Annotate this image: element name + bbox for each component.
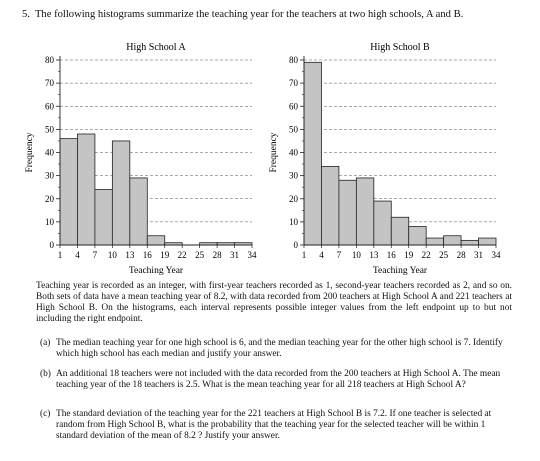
y-tick-label: 10 <box>45 216 54 227</box>
x-tick-label: 22 <box>177 250 187 260</box>
histogram-bar <box>356 178 373 245</box>
x-tick-label: 25 <box>195 250 205 260</box>
histogram-bar <box>444 236 461 245</box>
y-tick-label: 20 <box>289 193 298 204</box>
histogram-school-b <box>262 36 512 276</box>
x-tick-label: 1 <box>57 250 63 260</box>
x-tick-label: 34 <box>491 250 501 260</box>
question-b-label: (b) <box>40 369 51 379</box>
x-tick-label: 19 <box>160 250 170 260</box>
y-tick-label: 30 <box>289 170 298 181</box>
question-c <box>40 409 512 442</box>
x-axis-label: Teaching Year <box>372 266 428 276</box>
y-tick-label: 70 <box>289 78 298 89</box>
chart-title: High School B <box>370 42 430 53</box>
question-c-text: The standard deviation of the teaching year for the 221 teachers at High School B is 7.2. If one teacher is selected at random from High School B, what is the probability that the teaching year for the selected teacher will be within 1 standard deviation of the mean of 8.2 ? Justify your answer. <box>56 409 492 441</box>
histogram-bar <box>479 238 496 245</box>
histogram-bar <box>95 190 112 246</box>
y-tick-label: 40 <box>289 147 298 158</box>
x-tick-label: 22 <box>421 250 431 260</box>
question-b <box>40 369 512 391</box>
histogram-bar <box>77 134 94 245</box>
histogram-bar <box>374 201 391 245</box>
histogram-bar <box>391 217 408 245</box>
x-tick-label: 10 <box>351 250 361 260</box>
y-tick-label: 0 <box>293 240 298 250</box>
histogram-bar <box>409 227 426 246</box>
x-tick-label: 7 <box>336 250 342 260</box>
problem-paragraph: Teaching year is recorded as an integer, with first-year teachers recorded as 1, second-year teachers recorded as 2, and so on. Both sets of data have a mean teaching year of 8.2, with data recorded from 200 teachers at High School A and 221 teachers at High School B. On the histograms, each interval represents possible integer values from the left endpoint up to but not including the right endpoint. <box>36 281 512 324</box>
question-a-label: (a) <box>40 338 51 348</box>
x-tick-label: 4 <box>319 250 324 260</box>
x-tick-label: 34 <box>247 250 257 260</box>
histogram-bar <box>130 178 147 245</box>
histogram-bar <box>426 238 443 245</box>
histogram-school-a <box>18 36 268 276</box>
histogram-bar <box>112 141 129 245</box>
y-tick-label: 50 <box>289 124 298 135</box>
y-axis-label: Frequency <box>269 132 279 173</box>
y-tick-label: 80 <box>45 55 54 65</box>
histogram-bar <box>147 236 164 245</box>
chart-title: High School A <box>126 42 186 53</box>
histogram-bar <box>339 180 356 245</box>
y-axis-label: Frequency <box>25 132 35 173</box>
x-tick-label: 13 <box>369 250 379 260</box>
histogram-bar <box>304 62 321 245</box>
x-axis-label: Teaching Year <box>128 266 184 276</box>
y-tick-label: 60 <box>289 101 298 112</box>
x-tick-label: 4 <box>75 250 80 260</box>
x-tick-label: 31 <box>230 250 240 260</box>
intro-text: The following histograms summarize the teaching year for the teachers at two high schools, A and B. <box>34 9 464 20</box>
x-tick-label: 16 <box>142 250 152 260</box>
question-a-text: The median teaching year for one high school is 6, and the median teaching year for the other high school is 7. Identify which high school has each median and justify your answer. <box>56 338 503 359</box>
histogram-bar <box>461 240 478 245</box>
problem-intro <box>22 9 463 20</box>
y-tick-label: 0 <box>49 240 54 250</box>
histogram-bar <box>321 166 338 245</box>
x-tick-label: 19 <box>404 250 414 260</box>
problem-number: 5. <box>22 9 30 20</box>
question-b-text: An additional 18 teachers were not included with the data recorded from the 200 teachers at High School A. The mean teaching year of the 18 teachers is 2.5. What is the mean teaching year for all 218 teachers at High School A? <box>56 369 501 390</box>
x-tick-label: 13 <box>125 250 135 260</box>
y-tick-label: 60 <box>45 101 54 112</box>
x-tick-label: 25 <box>439 250 449 260</box>
x-tick-label: 7 <box>92 250 98 260</box>
y-tick-label: 70 <box>45 78 54 89</box>
question-a <box>40 338 512 360</box>
y-tick-label: 30 <box>45 170 54 181</box>
y-tick-label: 20 <box>45 193 54 204</box>
x-tick-label: 28 <box>212 250 222 260</box>
x-tick-label: 10 <box>107 250 117 260</box>
y-tick-label: 40 <box>45 147 54 158</box>
x-tick-label: 31 <box>474 250 484 260</box>
x-tick-label: 16 <box>386 250 396 260</box>
y-tick-label: 10 <box>289 216 298 227</box>
y-tick-label: 80 <box>289 55 298 65</box>
x-tick-label: 28 <box>456 250 466 260</box>
histogram-bar <box>60 139 77 245</box>
x-tick-label: 1 <box>301 250 307 260</box>
y-tick-label: 50 <box>45 124 54 135</box>
question-c-label: (c) <box>40 409 51 419</box>
